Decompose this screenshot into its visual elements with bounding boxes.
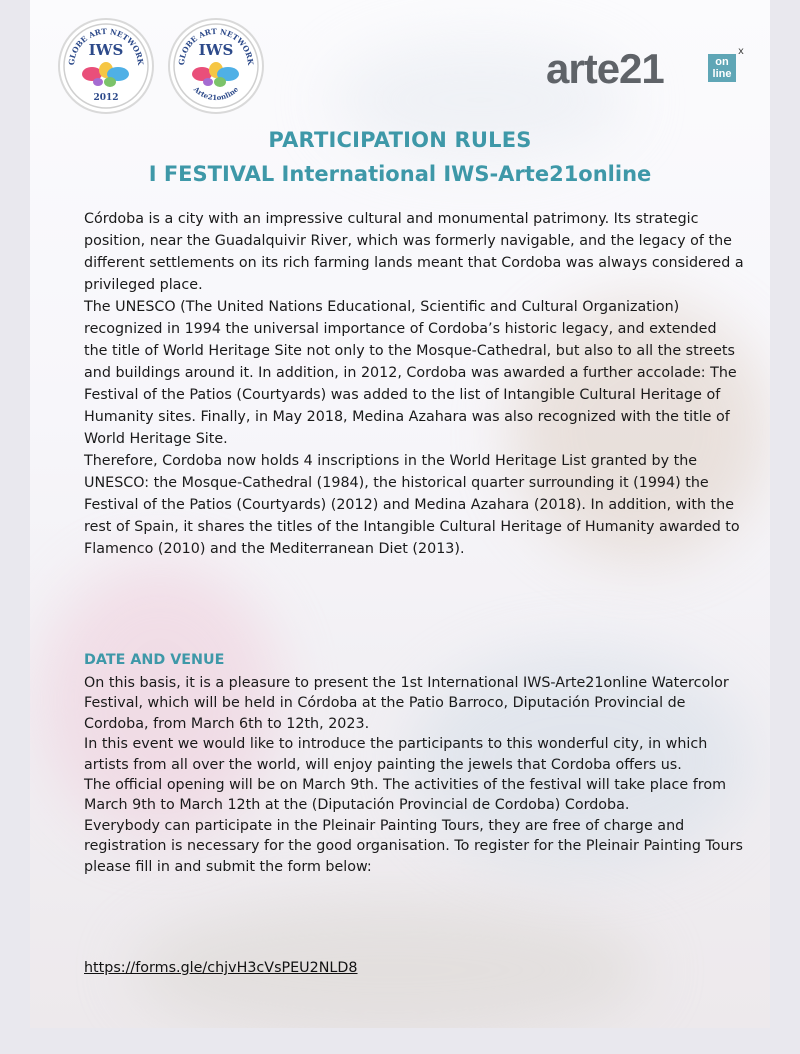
venue-paragraph: Everybody can participate in the Pleinair Painting Tours, they are free of charge and registration is necessary for the good organisation. To register for the Pleinair Painting Tours please fill in and submit the form below: <box>84 817 743 875</box>
registration-form-link[interactable]: https://forms.gle/chjvH3cVsPEU2NLD8 <box>84 960 358 976</box>
venue-paragraph: The official opening will be on March 9th. The activities of the festival will take place from March 9th to March 12th at the (Diputación Provincial de Cordoba) Cordoba. <box>84 777 727 814</box>
venue-paragraph: On this basis, it is a pleasure to present the 1st International IWS-Arte21online Watercolor Festival, which will be held in Córdoba at the Patio Barroco, Diputación Provincial de Cordoba, from March 6th to 12th, 2023. <box>84 675 729 732</box>
brand-badge <box>708 54 736 82</box>
intro-text <box>84 208 744 560</box>
venue-paragraph: In this event we would like to introduce the participants to this wonderful city, in which artists from all over the world, will enjoy painting the jewels that Cordoba offers us. <box>84 736 708 773</box>
logo-bottom-arc-text: Arte21online <box>191 84 241 103</box>
iws-2012-logo <box>58 18 154 114</box>
intro-paragraph: Córdoba is a city with an impressive cultural and monumental patrimony. Its strategic position, near the Guadalquivir River, which was formerly navigable, and the legacy of the different settlements on its rich farming lands meant that Cordoba was always considered a privileged place. <box>84 211 744 293</box>
brand-mark: x <box>738 46 744 57</box>
brand-name: arte21 <box>546 45 664 92</box>
document-page <box>30 0 770 1028</box>
venue-text <box>84 673 744 877</box>
logo-arc-text: GLOBE ART NETWORK <box>176 26 256 66</box>
badge-line2: line <box>712 68 732 80</box>
section-heading-date-venue: DATE AND VENUE <box>84 652 225 668</box>
logo-arc-text: GLOBE ART NETWORK <box>66 26 146 66</box>
logo-year-text: 2012 <box>93 93 119 103</box>
badge-line1: on <box>715 56 729 68</box>
logo-iws-text: IWS <box>198 41 234 59</box>
logo-iws-text: IWS <box>88 41 124 59</box>
intro-paragraph: Therefore, Cordoba now holds 4 inscriptions in the World Heritage List granted by the UNESCO: the Mosque-Cathedral (1984), the historical quarter surrounding it (1994) the Festival of the Patios (Courtyards) (2012) and Medina Azahara (2018). In addition, with the rest of Spain, it shares the titles of the Intangible Cultural Heritage of Humanity awarded to Flamenco (2010) and the Mediterranean Diet (2013). <box>84 453 740 557</box>
page-subtitle: I FESTIVAL International IWS-Arte21online <box>148 162 652 186</box>
intro-paragraph: The UNESCO (The United Nations Educational, Scientific and Cultural Organization) recognized in 1994 the universal importance of Cordoba’s historic legacy, and extended the title of World Heritage Site not only to the Mosque-Cathedral, but also to all the streets and buildings around it. In addition, in 2012, Cordoba was awarded a further accolade: The Festival of the Patios (Courtyards) was added to the list of Intangible Cultural Heritage of Humanity sites. Finally, in May 2018, Medina Azahara was also recognized with the title of World Heritage Site. <box>84 299 737 447</box>
iws-arte21online-logo <box>168 18 264 114</box>
arte21-logo <box>546 44 746 94</box>
page-title: PARTICIPATION RULES <box>268 128 532 152</box>
